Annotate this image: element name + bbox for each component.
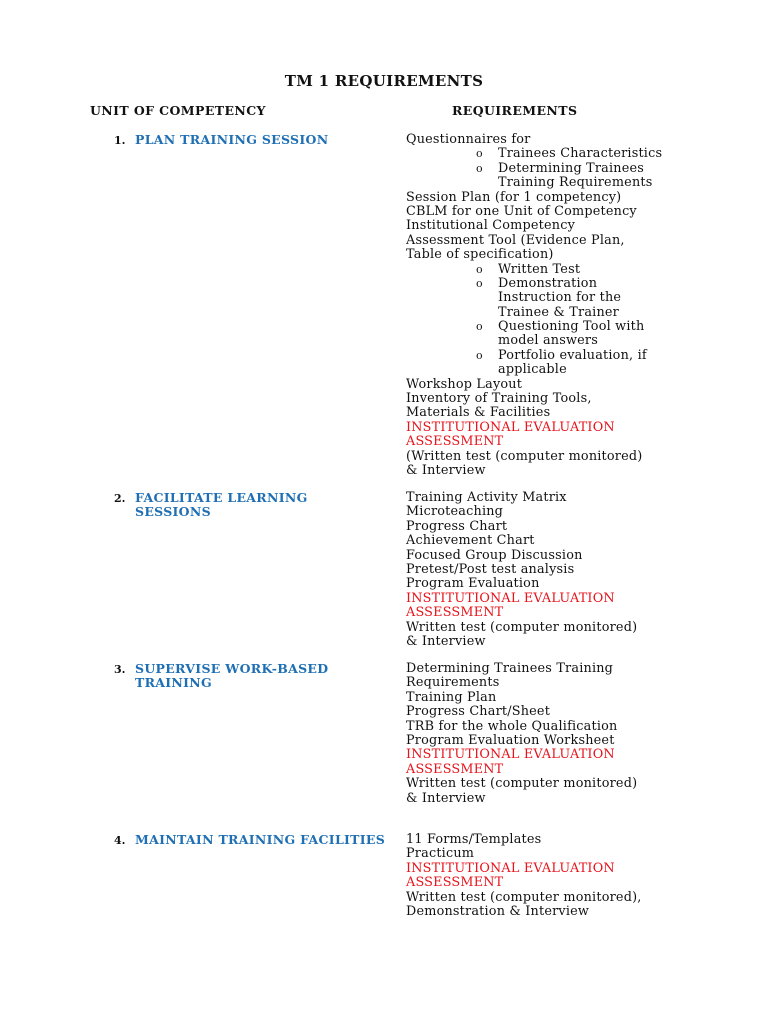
unit-title: MAINTAIN TRAINING FACILITIES [135,832,386,847]
requirement-item: Assessment Tool (Evidence Plan, [406,232,625,248]
unit-number: 4. [114,834,126,847]
requirements-column-header: REQUIREMENTS [452,103,578,118]
requirement-item: & Interview [406,790,486,806]
requirement-text: Trainee & Trainer [498,304,619,320]
requirement-item: Microteaching [406,504,504,520]
sub-requirement-item [406,363,706,377]
requirement-text: Written Test [498,261,581,277]
requirement-item: Session Plan (for 1 competency) [406,189,622,205]
requirement-item: Materials & Facilities [406,405,551,421]
sub-requirement-item [406,162,706,176]
requirement-item: Determining Trainees Training [406,661,614,676]
requirement-item: Program Evaluation Worksheet [406,732,615,748]
requirement-text: Demonstration [498,275,598,291]
assessment-requirement-item: ASSESSMENT [406,875,504,891]
requirements-list-1 [406,133,706,478]
assessment-requirement-item: INSTITUTIONAL EVALUATION [406,590,615,606]
requirement-item: Written test (computer monitored) [406,776,638,792]
bullet-o-icon: o [476,320,483,334]
sub-requirement-item [406,291,706,305]
requirement-item: 11 Forms/Templates [406,832,542,847]
unit-column-header: UNIT OF COMPETENCY [90,103,266,118]
unit-number: 3. [114,663,126,676]
sub-requirement-item [406,349,706,363]
sub-requirement-item [406,306,706,320]
requirements-list-4 [406,833,706,919]
assessment-requirement-item: ASSESSMENT [406,434,504,450]
requirement-item: Practicum [406,846,475,862]
requirement-item: Demonstration & Interview [406,903,590,919]
requirement-text: model answers [498,333,599,349]
requirement-text: Trainees Characteristics [498,146,663,162]
assessment-requirement-item: INSTITUTIONAL EVALUATION [406,747,615,763]
requirement-item: Training Plan [406,689,497,705]
unit-title: PLAN TRAINING SESSION [135,132,329,147]
bullet-o-icon: o [476,276,483,290]
bullet-o-icon: o [476,147,483,161]
assessment-requirement-item: ASSESSMENT [406,605,504,621]
requirement-item: Pretest/Post test analysis [406,561,575,577]
requirement-text: Instruction for the [498,290,622,306]
page-title: TM 1 REQUIREMENTS [284,72,484,90]
requirement-item: Achievement Chart [406,533,535,549]
sub-requirement-item [406,334,706,348]
requirement-item: CBLM for one Unit of Competency [406,203,637,219]
requirement-item: Focused Group Discussion [406,547,583,563]
sub-requirement-item [406,263,706,277]
requirement-text: Portfolio evaluation, if [498,347,647,363]
requirement-item: Progress Chart [406,518,508,534]
requirement-item: Workshop Layout [406,376,523,392]
requirement-item: Training Activity Matrix [406,490,567,505]
assessment-requirement-item: INSTITUTIONAL EVALUATION [406,860,615,876]
bullet-o-icon: o [476,348,483,362]
requirement-item: Program Evaluation [406,576,540,592]
sub-requirement-item [406,176,706,190]
requirement-item: Questionnaires for [406,132,531,147]
requirement-item: Inventory of Training Tools, [406,391,592,407]
requirement-item: Requirements [406,675,500,691]
bullet-o-icon: o [476,161,483,175]
unit-number: 1. [114,134,126,147]
assessment-requirement-item: INSTITUTIONAL EVALUATION [406,419,615,435]
requirement-item: Written test (computer monitored), [406,889,642,905]
bullet-o-icon: o [476,262,483,276]
requirement-text: Determining Trainees [498,160,645,176]
unit-number: 2. [114,492,126,505]
requirements-list-2 [406,491,706,649]
requirement-item: (Written test (computer monitored) [406,448,643,464]
requirement-item: & Interview [406,462,486,478]
sub-requirement-item [406,277,706,291]
unit-title: FACILITATE LEARNING SESSIONS [135,490,308,520]
requirements-list-3 [406,662,706,806]
requirement-item: Table of specification) [406,247,554,263]
unit-title: SUPERVISE WORK-BASED TRAINING [135,661,329,691]
requirement-text: Training Requirements [498,175,653,191]
requirement-item: Progress Chart/Sheet [406,704,551,720]
assessment-requirement-item: ASSESSMENT [406,761,504,777]
requirement-item: Written test (computer monitored) [406,619,638,635]
sub-requirement-item [406,147,706,161]
requirement-text: applicable [498,362,567,378]
requirement-item: Institutional Competency [406,218,576,234]
requirement-text: Questioning Tool with [498,319,645,335]
sub-requirement-item [406,320,706,334]
requirement-item: TRB for the whole Qualification [406,718,618,734]
requirement-item: & Interview [406,633,486,649]
